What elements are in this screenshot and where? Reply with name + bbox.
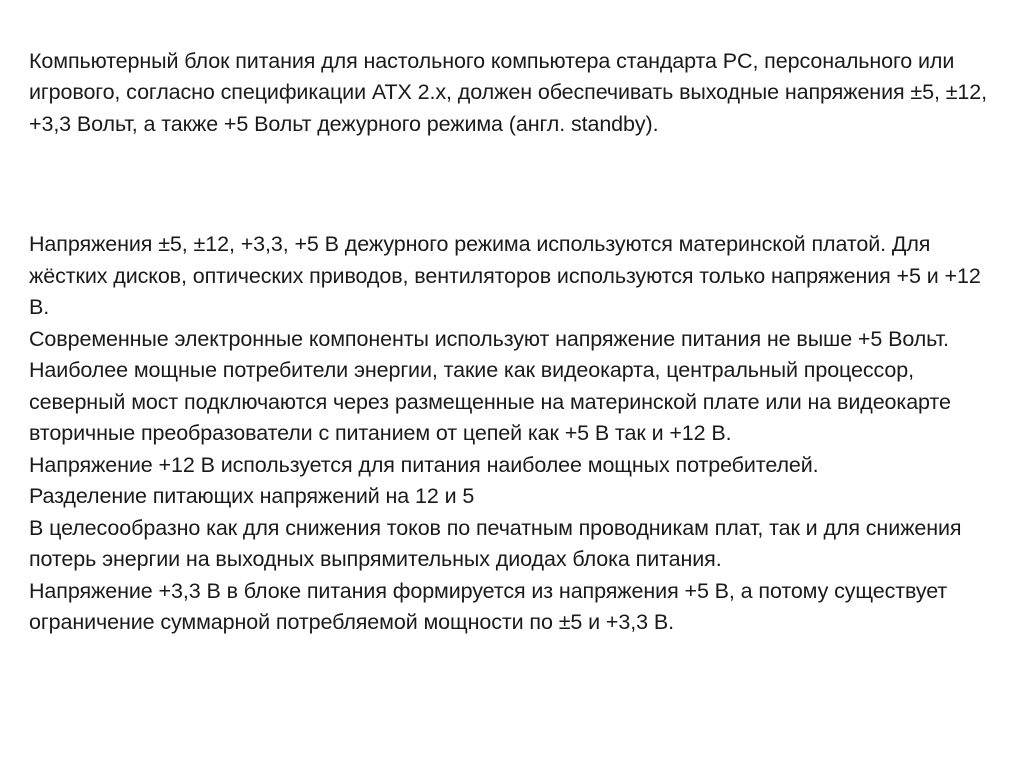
body-paragraph-components: Современные электронные компоненты используют напряжение питания не выше +5 Вольт. Наиболее мощные потребители энергии, такие как видеокарта, центральный процессор, северный мост подключаются через размещенные на материнской плате или на видеокарте вторичные преобразователи с питанием от цепей как +5 В так и +12 В.: [29, 326, 951, 445]
body-text-block: [29, 229, 989, 639]
body-paragraph-expedient: В целесообразно как для снижения токов по печатным проводникам плат, так и для снижения потерь энергии на выходных выпрямительных диодах блока питания.: [29, 515, 962, 571]
body-paragraph-12v: Напряжение +12 В используется для питания наиболее мощных потребителей.: [29, 452, 819, 477]
body-paragraph-3v3: Напряжение +3,3 В в блоке питания формируется из напряжения +5 В, а потому существует ограничение суммарной потребляемой мощности по ±5 и +3,3 В.: [29, 578, 948, 634]
intro-paragraph: Компьютерный блок питания для настольного компьютера стандарта PC, персонального или игрового, согласно спецификации ATX 2.x, должен обеспечивать выходные напряжения ±5, ±12, +3,3 Вольт, а также +5 Вольт дежурного режима (англ. standby).: [29, 48, 988, 136]
body-paragraph-voltages: Напряжения ±5, ±12, +3,3, +5 В дежурного режима используются материнской платой. Для жёстких дисков, оптических приводов, вентиляторов используются только напряжения +5 и +12 В.: [29, 232, 981, 319]
body-paragraph-separation: Разделение питающих напряжений на 12 и 5: [29, 484, 475, 508]
